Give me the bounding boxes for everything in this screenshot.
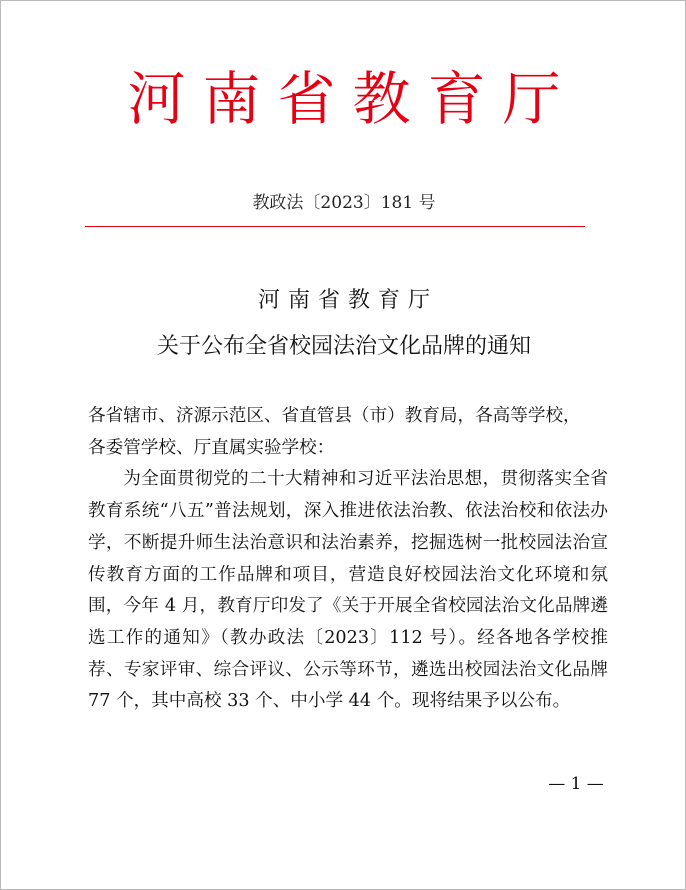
title-issuer: 河南省教育厅 [257, 288, 438, 313]
masthead-issuer: 河南省教育厅 [127, 65, 578, 133]
addressee-line-1: 各省辖市、济源示范区、省直管县（市）教育局，各高等学校， [88, 406, 581, 426]
document-number: 教政法〔2023〕181 号 [252, 193, 436, 213]
body-paragraph-1: 为全面贯彻党的二十大精神和习近平法治思想，贯彻落实全省教育系统“八五”普法规划，深入推进依法治教、依法治校和依法办学，不断提升师生法治意识和法治素养，挖掘选树一批校园法治宣传教育方面的工作品牌和项目，营造良好校园法治文化环境和氛围，今年 4 月，教育厅印发了《关于开展全省校园法治文化品牌遴选工作的通知》（教办政法〔2023〕112 号）。经各地各学校推荐、专家评审、综合评议、公示等环节，遴选出校园法治文化品牌 77 个，其中高校 33 个、中小学 44 个。现将结果予以公布。 [88, 469, 608, 712]
red-divider-line [85, 226, 585, 227]
title-subject: 关于公布全省校园法治文化品牌的通知 [156, 334, 531, 359]
page-number: — 1 — [548, 774, 604, 794]
addressee-line-2: 各委管学校、厅直属实验学校： [88, 437, 335, 458]
document-body [88, 401, 608, 718]
